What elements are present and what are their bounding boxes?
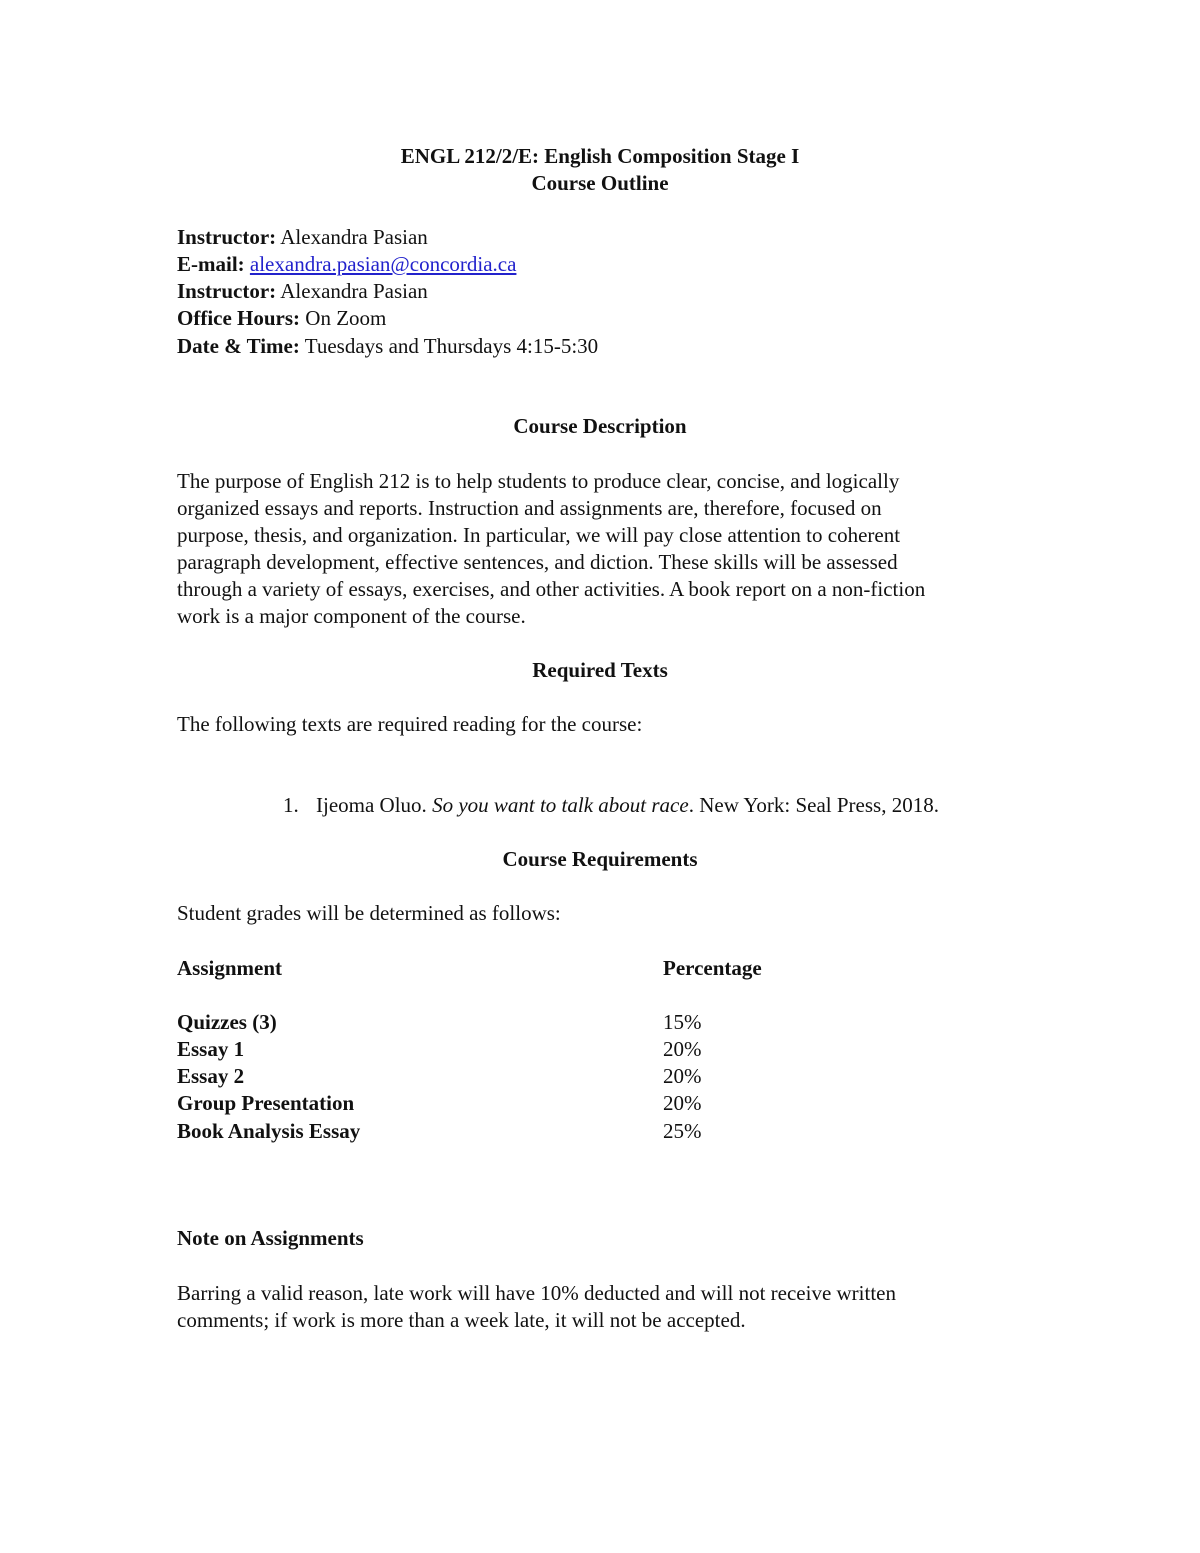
instructor-line [177, 224, 428, 251]
instructor-label-2: Instructor: [177, 279, 277, 303]
date-time-value: Tuesdays and Thursdays 4:15-5:30 [304, 334, 599, 358]
assignment-column-header: Assignment [177, 956, 283, 980]
course-title: ENGL 212/2/E: English Composition Stage I [400, 144, 800, 168]
course-description-paragraph [177, 468, 1037, 630]
course-description-heading: Course Description [513, 414, 687, 438]
table-row-name: Book Analysis Essay [177, 1119, 361, 1143]
date-time-line [177, 333, 598, 360]
table-row-percent: 20% [663, 1091, 702, 1115]
text-author: Ijeoma Oluo. [316, 793, 427, 817]
text-title: So you want to talk about race [432, 793, 689, 817]
description-line: purpose, thesis, and organization. In particular, we will pay close attention to coherent [177, 523, 901, 547]
course-requirements-heading: Course Requirements [502, 847, 698, 871]
note-paragraph [177, 1280, 1037, 1334]
office-hours-line [177, 305, 386, 332]
required-text-citation [316, 792, 939, 819]
table-row-name: Essay 1 [177, 1037, 245, 1061]
description-line: work is a major component of the course. [177, 604, 526, 628]
table-row-percent: 20% [663, 1037, 702, 1061]
course-requirements-intro: Student grades will be determined as follows: [177, 901, 561, 925]
note-line: Barring a valid reason, late work will have 10% deducted and will not receive written [177, 1281, 897, 1305]
required-texts-intro: The following texts are required reading for the course: [177, 712, 643, 736]
table-row-percent: 20% [663, 1064, 702, 1088]
description-line: through a variety of essays, exercises, and other activities. A book report on a non-fiction [177, 577, 926, 601]
course-subtitle: Course Outline [531, 171, 669, 195]
table-row-percent: 25% [663, 1119, 702, 1143]
percentage-column-header: Percentage [663, 956, 762, 980]
table-row-name: Group Presentation [177, 1091, 355, 1115]
text-publication: . New York: Seal Press, 2018. [688, 793, 939, 817]
description-line: paragraph development, effective sentences, and diction. These skills will be assessed [177, 550, 898, 574]
table-row-name: Quizzes (3) [177, 1010, 277, 1034]
instructor-label: Instructor: [177, 225, 277, 249]
note-heading: Note on Assignments [177, 1226, 364, 1250]
email-line [177, 251, 516, 278]
office-hours-label: Office Hours: [177, 306, 301, 330]
required-text-item [283, 792, 299, 819]
required-texts-heading: Required Texts [532, 658, 668, 682]
date-time-label: Date & Time: [177, 334, 300, 358]
note-line: comments; if work is more than a week late, it will not be accepted. [177, 1308, 746, 1332]
email-label: E-mail: [177, 252, 245, 276]
list-number: 1. [283, 793, 299, 817]
instructor-value-2: Alexandra Pasian [280, 279, 428, 303]
table-row-name: Essay 2 [177, 1064, 245, 1088]
email-link[interactable]: alexandra.pasian@concordia.ca [249, 252, 517, 276]
office-hours-value: On Zoom [305, 306, 387, 330]
instructor-line-2 [177, 278, 428, 305]
table-row-percent: 15% [663, 1010, 702, 1034]
description-line: The purpose of English 212 is to help students to produce clear, concise, and logically [177, 469, 900, 493]
description-line: organized essays and reports. Instruction and assignments are, therefore, focused on [177, 496, 882, 520]
instructor-value: Alexandra Pasian [280, 225, 428, 249]
